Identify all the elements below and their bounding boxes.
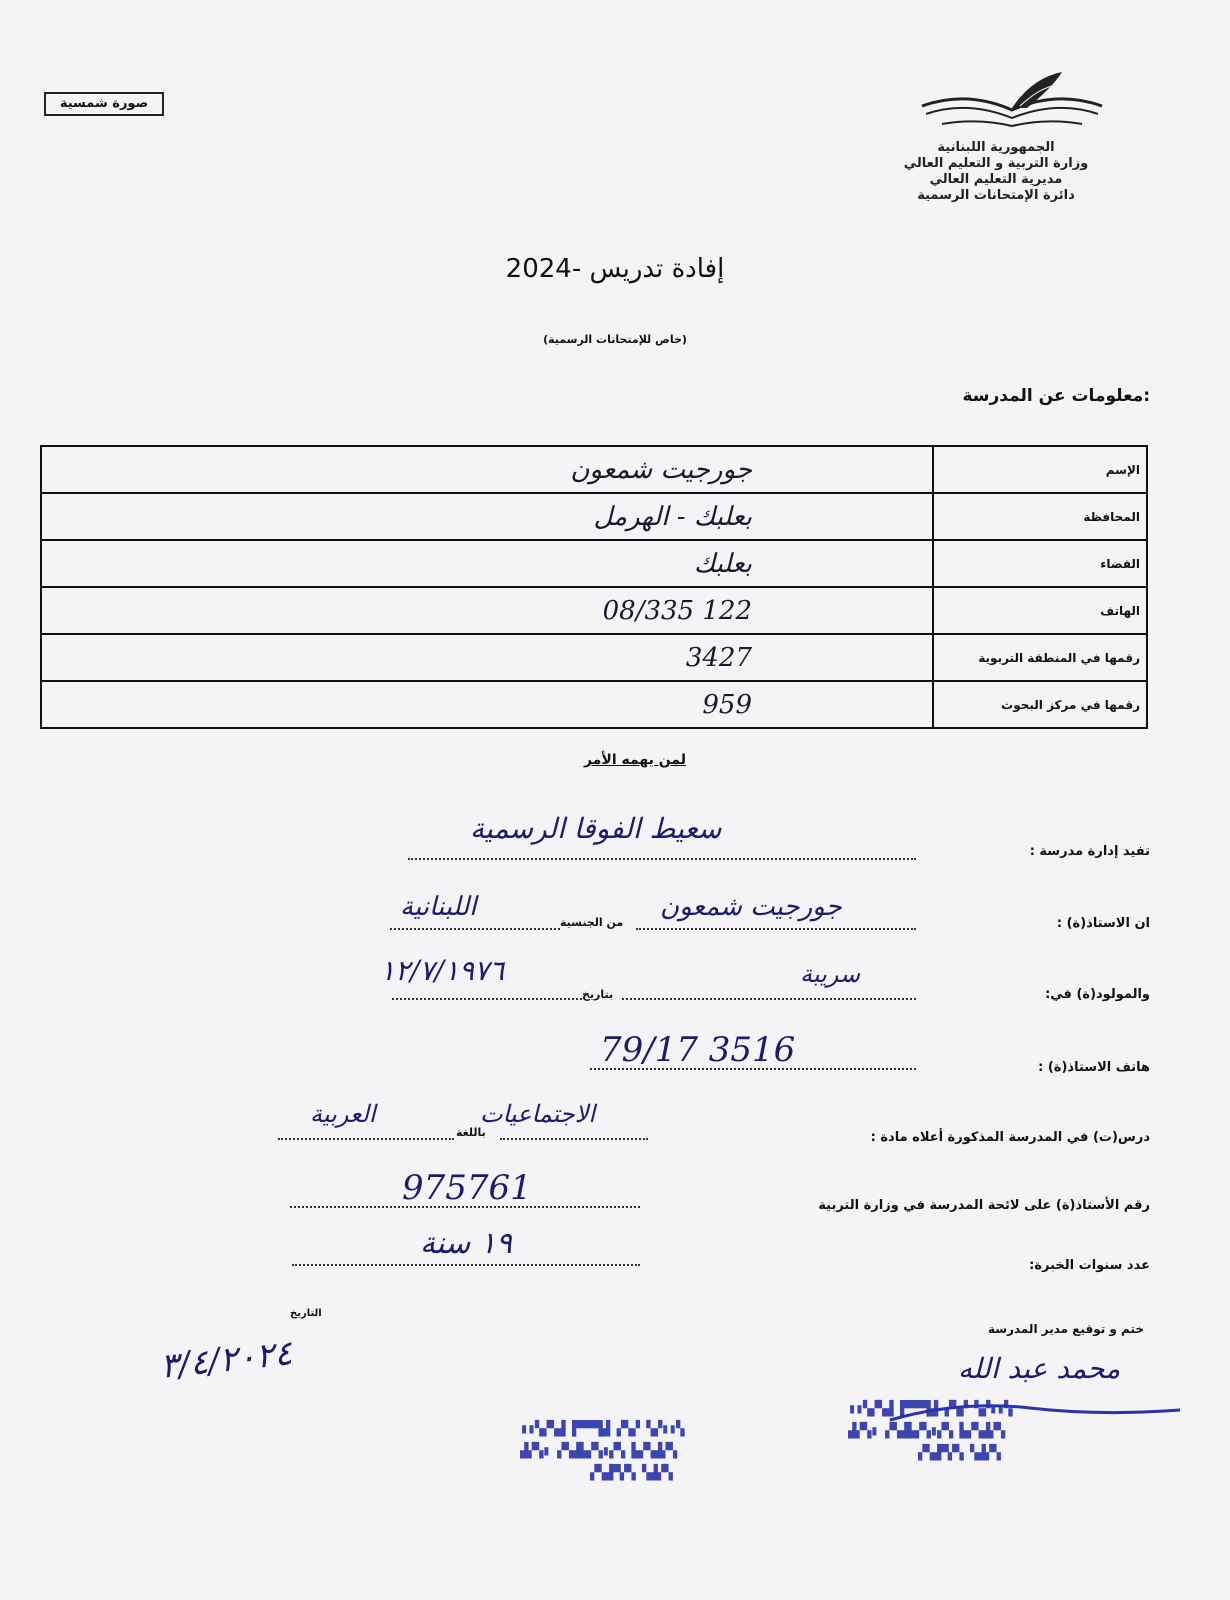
district-value: بعلبك	[41, 540, 933, 587]
birthplace-label: والمولود(ة) في:	[1045, 987, 1150, 1002]
governorate-value: بعلبك - الهرمل	[41, 493, 933, 540]
ministry-line: الجمهورية اللبنانية	[937, 140, 1055, 155]
photo-placeholder: صورة شمسية	[44, 92, 164, 116]
edu-zone-number-label: رقمها في المنطقة التربوية	[933, 634, 1147, 681]
table-row	[41, 446, 1147, 493]
document-subtitle: (خاص للإمتحانات الرسمية)	[543, 333, 687, 346]
phone-value: 08/335 122	[41, 587, 933, 634]
edu-zone-number-value: 3427	[41, 634, 933, 681]
research-center-number-label: رقمها في مركز البحوث	[933, 681, 1147, 728]
nationality-line	[390, 928, 560, 930]
ministry-logo-icon	[912, 68, 1112, 138]
experience-years-line	[292, 1264, 640, 1266]
registry-value: 975761	[402, 1168, 532, 1208]
to-whom-it-may-concern: لمن يهمه الأمر	[584, 752, 686, 768]
district-label: القضاء	[933, 540, 1147, 587]
school-stamp-left: ▮▮▚▞▚▟ ▛▀▀▜▟ ▞▚▞ ▚▞▮▮▚ ▟▞▚▮ ▞▚▟▙▞▚▮▞▚ ▙▞▚▟▞▚ ▞▚▟▀▞▚ ▚▟▞▚	[520, 1421, 684, 1481]
ministry-line: دائرة الإمتحانات الرسمية	[917, 188, 1075, 203]
school-name-value: جورجيت شمعون	[41, 446, 933, 493]
teacher-value: جورجيت شمعون	[660, 892, 842, 922]
table-row	[41, 540, 1147, 587]
ministry-line: مديرية التعليم العالي	[929, 172, 1063, 187]
school-admin-value: سعيط الفوقا الرسمية	[470, 812, 722, 845]
language-value: العربية	[310, 1100, 376, 1128]
ministry-line: وزارة التربية و التعليم العالي	[903, 156, 1089, 171]
subject-label: درس(ت) في المدرسة المذكورة أعلاه مادة :	[870, 1130, 1150, 1145]
school-info-heading: معلومات عن المدرسة:	[962, 386, 1150, 406]
governorate-label: المحافظة	[933, 493, 1147, 540]
experience-years-value: ١٩ سنة	[420, 1226, 513, 1261]
teacher-phone-label: هاتف الاستاذ(ة) :	[1038, 1060, 1150, 1075]
subject-line	[500, 1138, 648, 1140]
phone-label: الهاتف	[933, 587, 1147, 634]
birthplace-line	[622, 998, 916, 1000]
teacher-line	[636, 928, 916, 930]
signature-date-label: التاريخ	[290, 1308, 322, 1319]
table-row	[41, 587, 1147, 634]
nationality-value: اللبنانية	[400, 892, 477, 922]
research-center-number-value: 959	[41, 681, 933, 728]
table-row	[41, 493, 1147, 540]
nationality-label: من الجنسية	[560, 916, 624, 929]
principal-signature: محمد عبد الله	[958, 1352, 1121, 1385]
birthdate-value: ١٢/٧/١٩٧٦	[380, 954, 505, 987]
school-stamp-right: ▮▮▚▞▚▟ ▛▀▀▜▟ ▞▚▞ ▚▞▮▮▚ ▟▞▚▮ ▞▚▟▙▞▚▮▞▚ ▙▞▚▟▞▚ ▞▚▟▀▞▚ ▚▟▞▚	[848, 1401, 1012, 1461]
experience-years-label: عدد سنوات الخبرة:	[1029, 1258, 1150, 1273]
subject-value: الاجتماعيات	[480, 1100, 596, 1128]
school-admin-line	[408, 858, 916, 860]
teacher-label: ان الاستاذ(ة) :	[1056, 916, 1150, 931]
document-title: إفادة تدريس -2024	[505, 254, 725, 284]
birthdate-label: بتاريخ	[582, 988, 614, 1001]
birthdate-line	[392, 998, 582, 1000]
language-line	[278, 1138, 454, 1140]
school-info-table	[40, 445, 1148, 729]
school-name-label: الإسم	[933, 446, 1147, 493]
table-row	[41, 634, 1147, 681]
school-admin-label: تفيد إدارة مدرسة :	[1029, 844, 1150, 859]
language-label: باللغة	[456, 1126, 486, 1139]
table-row	[41, 681, 1147, 728]
ministry-header	[886, 140, 1106, 204]
birthplace-value: سريبة	[800, 960, 861, 988]
date-signature: ٣/٤/٢٠٢٤	[158, 1333, 295, 1387]
principal-signature-label: ختم و توقيع مدير المدرسة	[987, 1322, 1144, 1336]
registry-label: رقم الأستاذ(ة) على لائحة المدرسة في وزارة التربية	[818, 1198, 1150, 1213]
teacher-phone-value: 79/17 3516	[600, 1030, 796, 1070]
